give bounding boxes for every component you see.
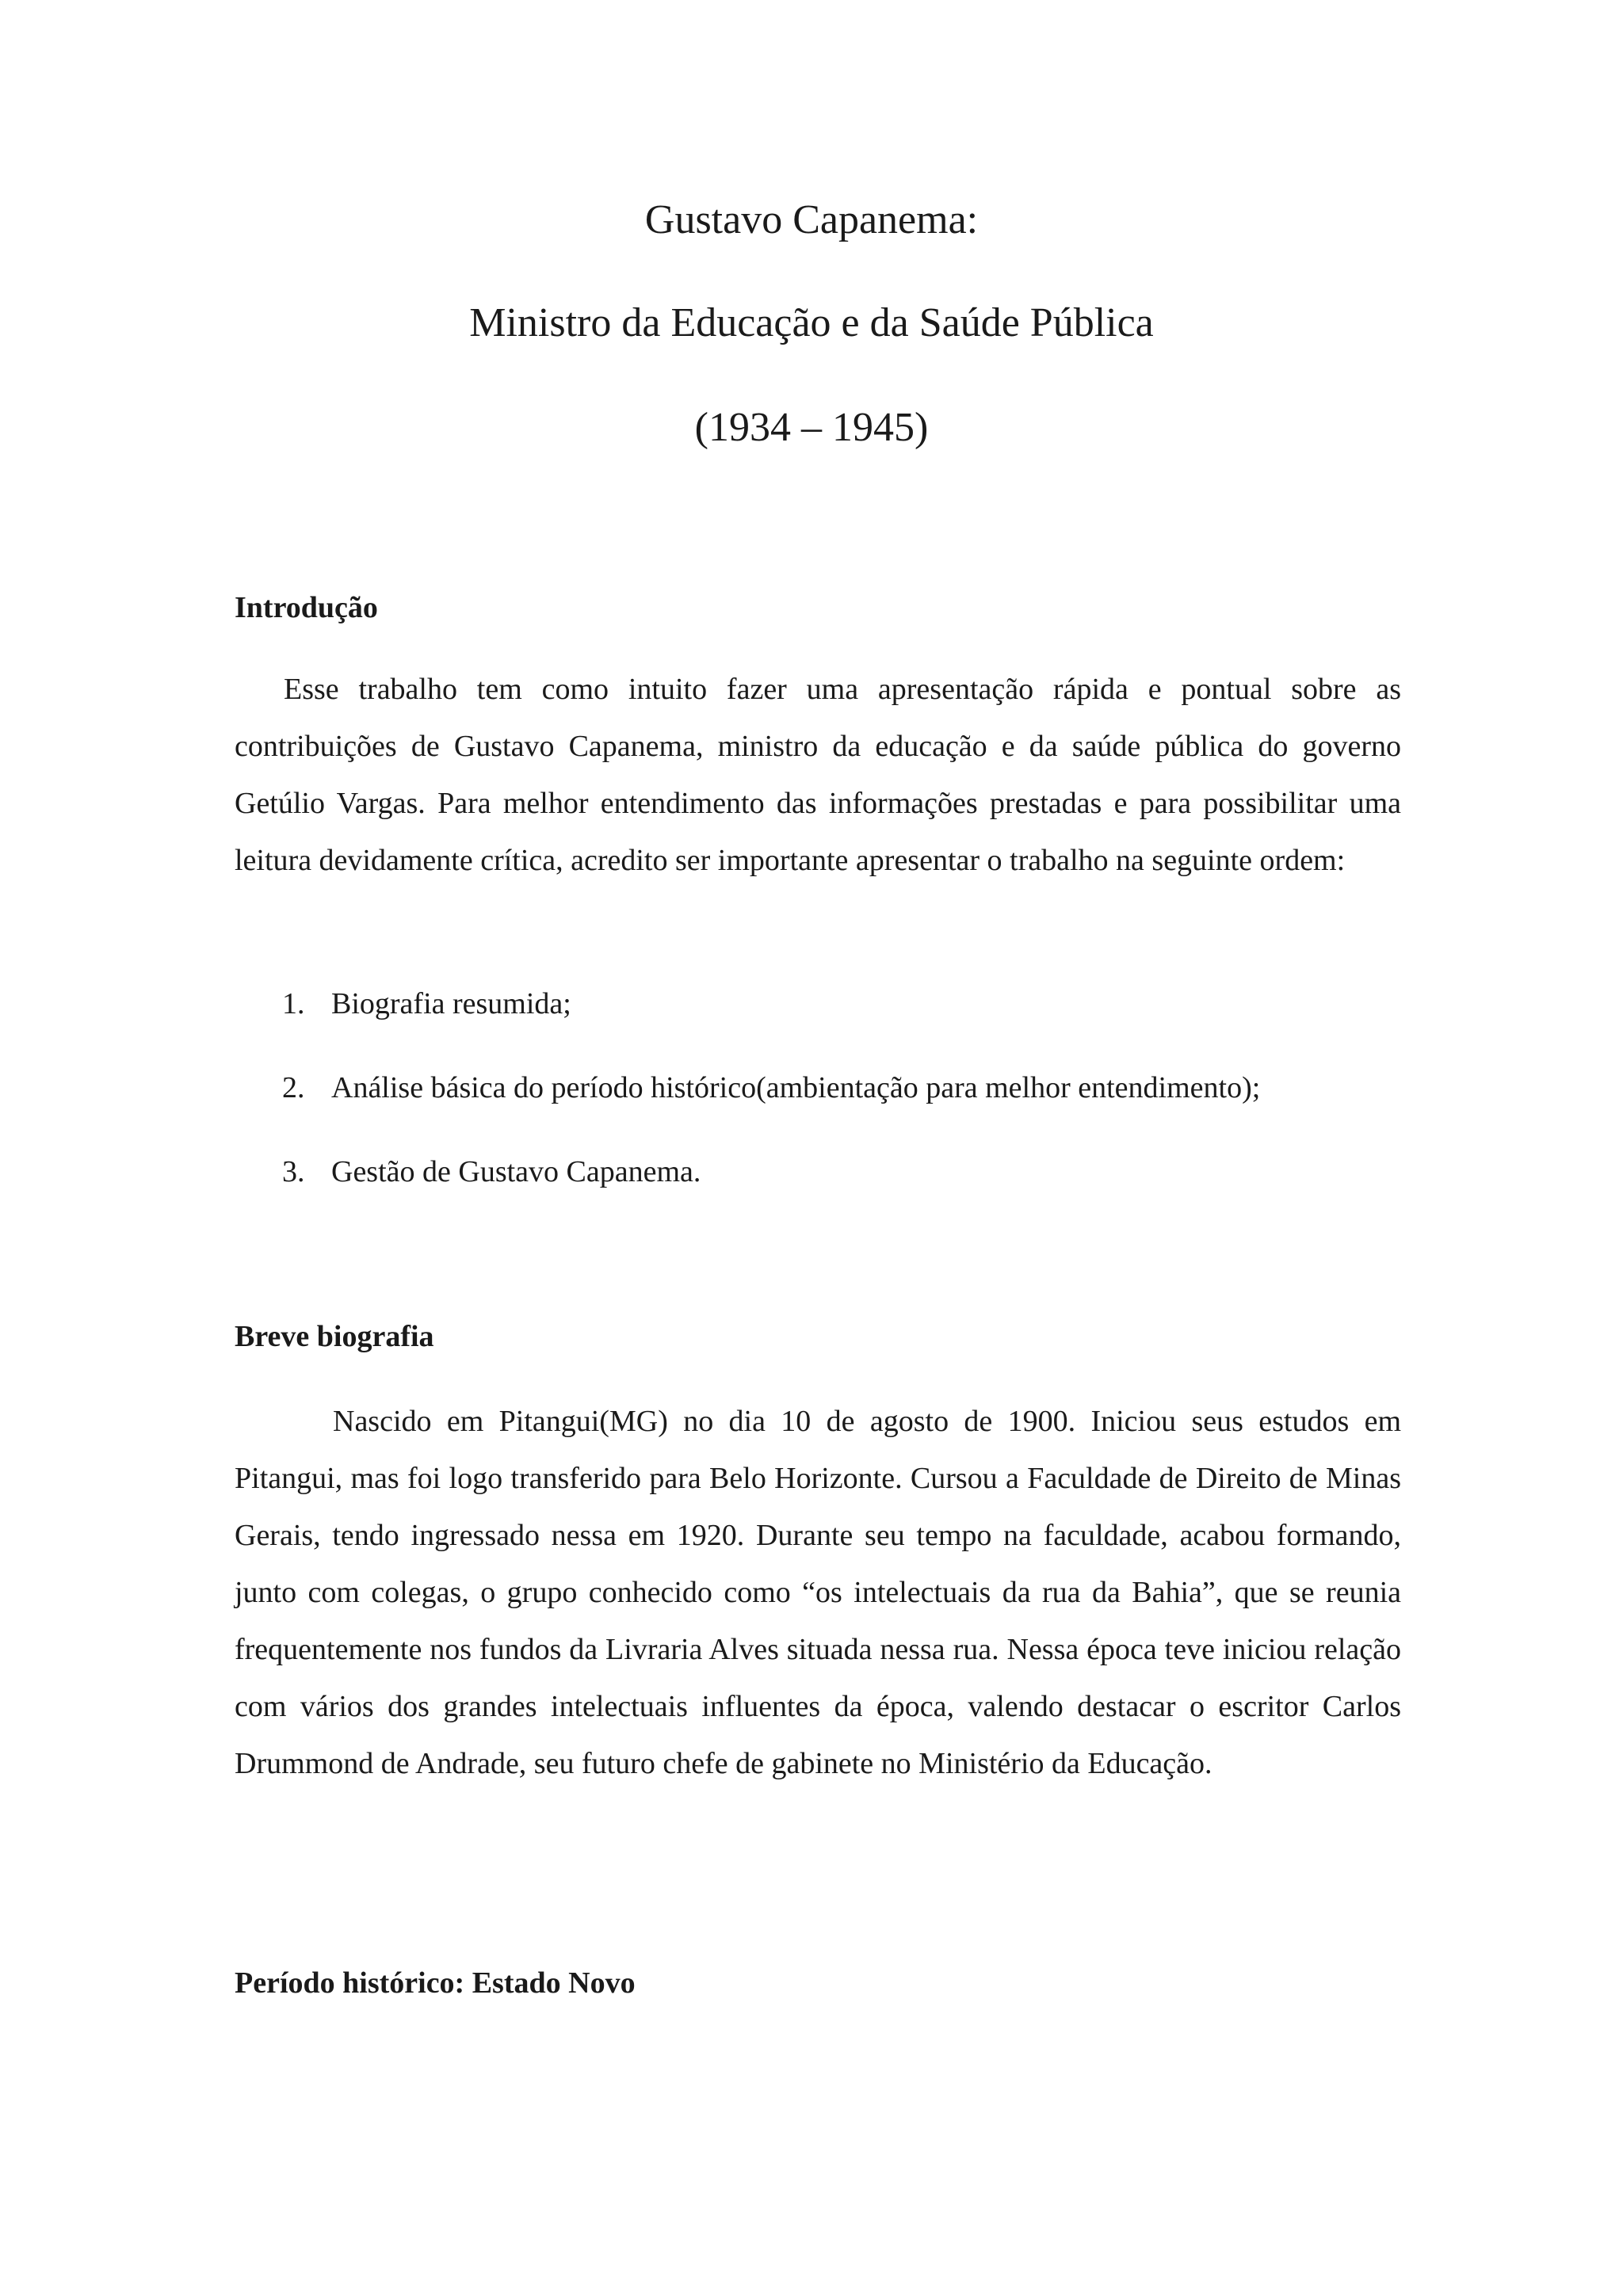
- bio-heading: Breve biografia: [235, 1320, 434, 1353]
- intro-paragraph: Esse trabalho tem como intuito fazer uma apresentação rápida e pontual sobre as contribuições de Gustavo Capanema, ministro da educação e da saúde pública do governo Getúlio Vargas. Para melhor entendimento das informações prestadas e para possibilitar uma leitura devidamente crítica, acredito ser importante apresentar o trabalho na seguinte ordem:: [235, 673, 1401, 877]
- list-item-number: 3.: [282, 1155, 305, 1188]
- title-line-1: Gustavo Capanema:: [644, 197, 979, 242]
- intro-heading: Introdução: [235, 591, 378, 624]
- list-item-text: Gestão de Gustavo Capanema.: [331, 1155, 701, 1188]
- list-item-text: Biografia resumida;: [331, 987, 571, 1020]
- bio-paragraph: Nascido em Pitangui(MG) no dia 10 de agosto de 1900. Iniciou seus estudos em Pitangui, mas foi logo transferido para Belo Horizonte. Cursou a Faculdade de Direito de Minas Gerais, tendo ingressado nessa em 1920. Durante seu tempo na faculdade, acabou formando, junto com colegas, o grupo conhecido como “os intelectuais da rua da Bahia”, que se reunia frequentemente nos fundos da Livraria Alves situada nessa rua. Nessa época teve iniciou relação com vários dos grandes intelectuais influentes da época, valendo destacar o escritor Carlos Drummond de Andrade, seu futuro chefe de gabinete no Ministério da Educação.: [235, 1405, 1401, 1780]
- list-item-number: 2.: [282, 1071, 305, 1104]
- intro-list: [235, 986, 1423, 1238]
- list-item-text: Análise básica do período histórico(ambientação para melhor entendimento);: [331, 1071, 1261, 1104]
- list-item: [235, 1070, 1423, 1154]
- list-item: [235, 1154, 1423, 1238]
- title-line-2: Ministro da Educação e da Saúde Pública: [469, 300, 1154, 345]
- period-heading: Período histórico: Estado Novo: [235, 1966, 636, 2000]
- title-line-3: (1934 – 1945): [694, 405, 929, 450]
- list-item: [235, 986, 1423, 1070]
- list-item-number: 1.: [282, 987, 305, 1020]
